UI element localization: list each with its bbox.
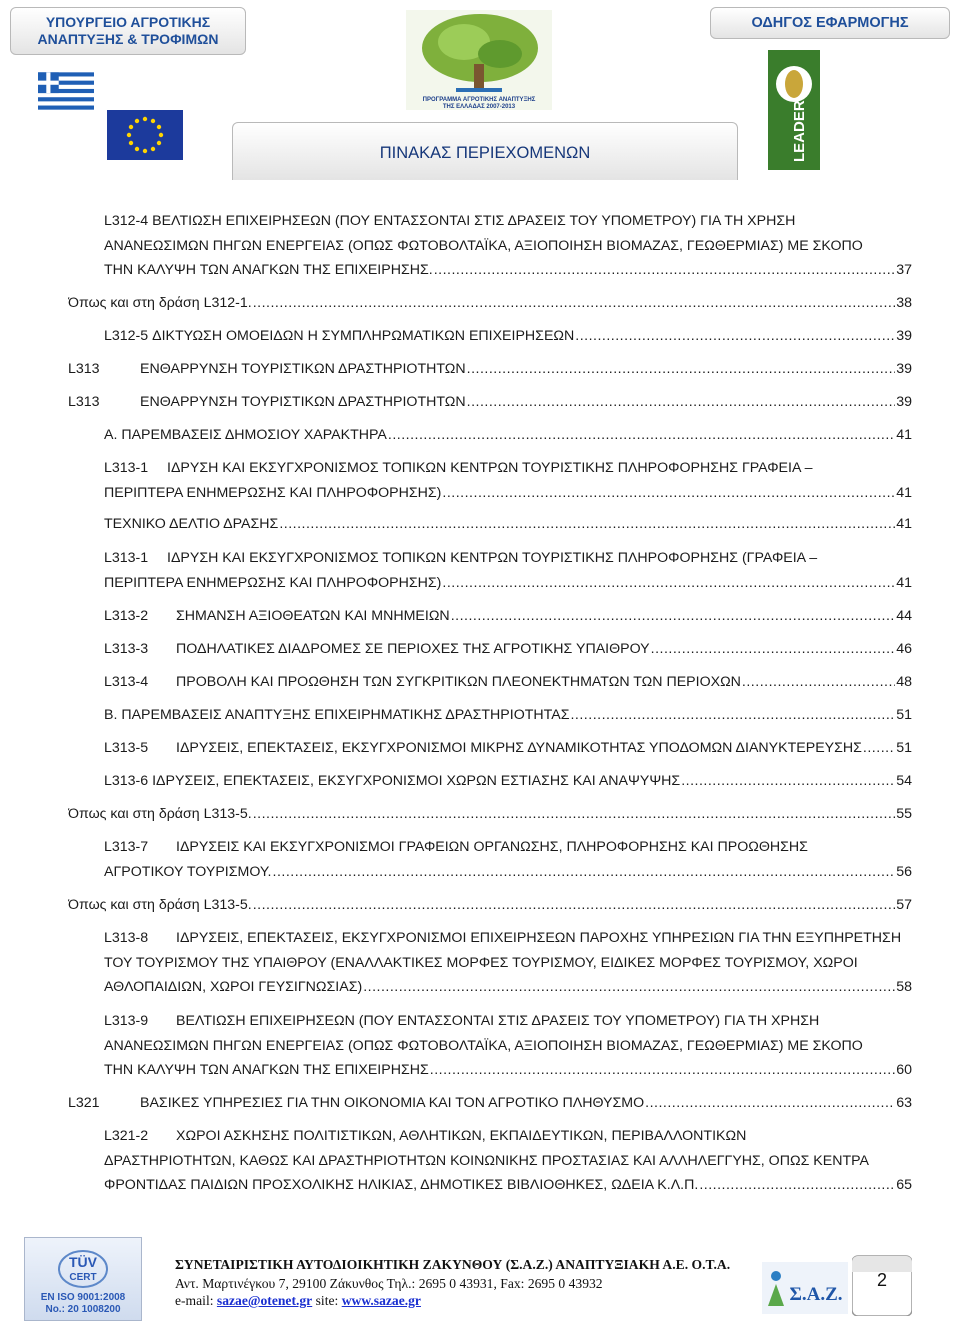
- toc-page-number: 65: [896, 1177, 912, 1194]
- toc-entry-line[interactable]: ΤΟΥ ΤΟΥΡΙΣΜΟΥ ΤΗΣ ΥΠΑΙΘΡΟΥ (ΕΝΑΛΛΑΚΤΙΚΕΣ ΜΟΡΦΕΣ ΤΟΥΡΙΣΜΟΥ, ΕΙΔΙΚΕΣ ΜΟΡΦΕΣ ΤΟΥΡΙΣΜΟΥ, ΧΩΡΟΙ: [104, 954, 858, 971]
- toc-leader-dots: [253, 893, 896, 917]
- tuv-logo-icon: [58, 1246, 108, 1292]
- toc-leader-dots: [451, 604, 896, 628]
- toc-entry-code: L313-9: [104, 1013, 149, 1029]
- toc-entry[interactable]: [176, 637, 912, 661]
- toc-leader-dots: [467, 357, 896, 381]
- tuv-brand-text: TÜV: [69, 1254, 97, 1270]
- toc-page-number: 51: [896, 707, 912, 723]
- toc-entry-title: ΒΑΣΙΚΕΣ ΥΠΗΡΕΣΙΕΣ ΓΙΑ ΤΗΝ ΟΙΚΟΝΟΜΙΑ ΚΑΙ ΤΟΝ ΑΓΡΟΤΙΚΟ ΠΛΗΘΥΣΜΟ: [140, 1095, 645, 1111]
- toc-entry[interactable]: [140, 1091, 912, 1115]
- toc-entry-code: L313-1: [104, 550, 149, 566]
- toc-entry-title: ΤΕΧΝΙΚΟ ΔΕΛΤΙΟ ΔΡΑΣΗΣ: [104, 516, 279, 532]
- toc-entry-title: ΑΘΛΟΠΑΙΔΙΩΝ, ΧΩΡΟΙ ΓΕΥΣΙΓΝΩΣΙΑΣ): [104, 979, 363, 996]
- toc-leader-dots: [430, 1058, 895, 1082]
- toc-entry-title: ΑΓΡΟΤΙΚΟΥ ΤΟΥΡΙΣΜΟΥ.: [104, 863, 272, 880]
- toc-entry-title: ΦΡΟΝΤΙΔΑΣ ΠΑΙΔΙΩΝ ΠΡΟΣΧΟΛΙΚΗΣ ΗΛΙΚΙΑΣ, ΔΗΜΟΤΙΚΕΣ ΒΙΒΛΙΟΘΗΚΕΣ, ΩΔΕΙΑ Κ.Λ.Π.: [104, 1177, 699, 1194]
- toc-entry-code: L313-3: [104, 641, 149, 657]
- page-number: 2: [876, 1270, 887, 1290]
- toc-entry[interactable]: [140, 357, 912, 381]
- toc-page-number: 48: [896, 674, 912, 690]
- toc-entry[interactable]: [104, 423, 912, 447]
- ministry-line-1: ΥΠΟΥΡΓΕΙΟ ΑΓΡΟΤΙΚΗΣ: [45, 14, 211, 30]
- toc-entry-code: L313-8: [104, 930, 149, 946]
- toc-entry[interactable]: [176, 736, 912, 760]
- toc-entry[interactable]: [104, 769, 912, 793]
- company-contact: [175, 1293, 421, 1309]
- toc-entry-line[interactable]: ΙΔΡΥΣΗ ΚΑΙ ΕΚΣΥΓΧΡΟΝΙΣΜΟΣ ΤΟΠΙΚΩΝ ΚΕΝΤΡΩΝ ΤΟΥΡΙΣΤΙΚΗΣ ΠΛΗΡΟΦΟΡΗΣΗΣ (ΓΡΑΦΕΙΑ –: [167, 550, 818, 566]
- toc-entry-code: L313: [68, 361, 100, 377]
- tuv-cert-text: CERT: [69, 1272, 97, 1283]
- toc-entry-code: L313-7: [104, 839, 149, 855]
- toc-entry[interactable]: [104, 258, 912, 282]
- toc-entry[interactable]: [68, 893, 912, 917]
- toc-entry-code: L313-4: [104, 674, 149, 690]
- toc-entry[interactable]: [68, 291, 912, 315]
- toc-entry-code: L321: [68, 1095, 100, 1111]
- toc-page-number: 41: [896, 516, 912, 532]
- toc-leader-dots: [273, 860, 896, 884]
- toc-leader-dots: [645, 1091, 895, 1115]
- guide-label: ΟΔΗΓΟΣ ΕΦΑΡΜΟΓΗΣ: [710, 7, 950, 39]
- svg-text:ΠΡΟΓΡΑΜΜΑ ΑΓΡΟΤΙΚΗΣ ΑΝΑΠΤΥΞΗΣ: ΠΡΟΓΡΑΜΜΑ ΑΓΡΟΤΙΚΗΣ ΑΝΑΠΤΥΞΗΣ: [422, 97, 536, 103]
- toc-entry-title: ΙΔΡΥΣΕΙΣ, ΕΠΕΚΤΑΣΕΙΣ, ΕΚΣΥΓΧΡΟΝΙΣΜΟΙ ΜΙΚΡΗΣ ΔΥΝΑΜΙΚΟΤΗΤΑΣ ΥΠΟΔΟΜΩΝ ΔΙΑΝΥΚΤΕΡΕΥΣΗΣ: [176, 740, 862, 756]
- toc-entry[interactable]: [104, 512, 912, 536]
- toc-entry-line[interactable]: ΔΡΑΣΤΗΡΙΟΤΗΤΩΝ, ΚΑΘΩΣ ΚΑΙ ΔΡΑΣΤΗΡΙΟΤΗΤΩΝ ΚΟΙΝΩΝΙΚΗΣ ΠΡΟΣΤΑΣΙΑΣ ΚΑΙ ΑΛΛΗΛΕΓΓΥΗΣ, ΟΠΩΣ ΚΕΝΤΡΑ: [104, 1152, 869, 1169]
- toc-entry-line[interactable]: ΑΝΑΝΕΩΣΙΜΩΝ ΠΗΓΩΝ ΕΝΕΡΓΕΙΑΣ (ΟΠΩΣ ΦΩΤΟΒΟΛΤΑΪΚΑ, ΑΞΙΟΠΟΙΗΣΗ ΒΙΟΜΑΖΑΣ, ΓΕΩΘΕΡΜΙΑΣ) ΜΕ ΣΚΟΠΟ: [104, 237, 863, 254]
- toc-leader-dots: [651, 637, 896, 661]
- leader-text: LEADER: [791, 100, 808, 162]
- toc-leader-dots: [570, 703, 895, 727]
- toc-entry[interactable]: [104, 481, 912, 505]
- toc-entry-title: Όπως και στη δράση L313-5.: [68, 806, 252, 822]
- toc-entry-line[interactable]: ΧΩΡΟΙ ΑΣΚΗΣΗΣ ΠΟΛΙΤΙΣΤΙΚΩΝ, ΑΘΛΗΤΙΚΩΝ, ΕΚΠΑΙΔΕΥΤΙΚΩΝ, ΠΕΡΙΒΑΛΛΟΝΤΙΚΩΝ: [176, 1128, 747, 1144]
- toc-page-number: 41: [896, 484, 912, 501]
- toc-entry[interactable]: [140, 390, 912, 414]
- toc-entry-title: ΠΡΟΒΟΛΗ ΚΑΙ ΠΡΟΩΘΗΣΗ ΤΩΝ ΣΥΓΚΡΙΤΙΚΩΝ ΠΛΕΟΝΕΚΤΗΜΑΤΩΝ ΤΩΝ ΠΕΡΙΟΧΩΝ: [176, 674, 741, 690]
- toc-page-number: 60: [896, 1062, 912, 1079]
- toc-leader-dots: [681, 769, 895, 793]
- toc-entry-line[interactable]: ΙΔΡΥΣΗ ΚΑΙ ΕΚΣΥΓΧΡΟΝΙΣΜΟΣ ΤΟΠΙΚΩΝ ΚΕΝΤΡΩΝ ΤΟΥΡΙΣΤΙΚΗΣ ΠΛΗΡΟΦΟΡΗΣΗΣ ΓΡΑΦΕΙΑ –: [167, 460, 813, 476]
- toc-entry[interactable]: [104, 1058, 912, 1082]
- toc-entry[interactable]: [176, 670, 912, 694]
- toc-page-number: 41: [896, 427, 912, 443]
- toc-page-number: 41: [896, 574, 912, 591]
- toc-page-number: 58: [896, 979, 912, 996]
- saz-logo: [762, 1262, 848, 1314]
- toc-page-number: 51: [896, 740, 912, 756]
- toc-entry[interactable]: [104, 571, 912, 595]
- toc-entry-title: ΕΝΘΑΡΡΥΝΣΗ ΤΟΥΡΙΣΤΙΚΩΝ ΔΡΑΣΤΗΡΙΟΤΗΤΩΝ: [140, 361, 466, 377]
- toc-page-number: 39: [896, 394, 912, 410]
- iso-standard: EN ISO 9001:2008: [40, 1292, 126, 1303]
- toc-entry-title: ΠΟΔΗΛΑΤΙΚΕΣ ΔΙΑΔΡΟΜΕΣ ΣΕ ΠΕΡΙΟΧΕΣ ΤΗΣ ΑΓΡΟΤΙΚΗΣ ΥΠΑΙΘΡΟΥ: [176, 641, 650, 657]
- toc-leader-dots: [467, 390, 896, 414]
- svg-text:ΤΗΣ ΕΛΛΑΔΑΣ 2007-2013: ΤΗΣ ΕΛΛΑΔΑΣ 2007-2013: [442, 104, 516, 110]
- toc-leader-dots: [279, 512, 895, 536]
- toc-entry-code: L313-1: [104, 460, 149, 476]
- toc-page-number: 39: [896, 328, 912, 344]
- toc-leader-dots: [253, 802, 896, 826]
- toc-entry-line[interactable]: ΙΔΡΥΣΕΙΣ, ΕΠΕΚΤΑΣΕΙΣ, ΕΚΣΥΓΧΡΟΝΙΣΜΟΙ ΕΠΙΧΕΙΡΗΣΕΩΝ ΠΑΡΟΧΗΣ ΥΠΗΡΕΣΙΩΝ ΓΙΑ ΤΗΝ ΕΞΥΠΗΡΕΤΗΣΗ: [176, 930, 902, 946]
- toc-entry-title: ΠΕΡΙΠΤΕΡΑ ΕΝΗΜΕΡΩΣΗΣ ΚΑΙ ΠΛΗΡΟΦΟΡΗΣΗΣ): [104, 574, 442, 591]
- toc-entry-code: L321-2: [104, 1128, 149, 1144]
- saz-logo-text: Σ.Α.Ζ.: [789, 1284, 843, 1305]
- toc-page-number: 55: [896, 806, 912, 822]
- toc-entry-title: Β. ΠΑΡΕΜΒΑΣΕΙΣ ΑΝΑΠΤΥΞΗΣ ΕΠΙΧΕΙΡΗΜΑΤΙΚΗΣ ΔΡΑΣΤΗΡΙΟΤΗΤΑΣ: [104, 707, 570, 723]
- toc-leader-dots: [742, 670, 895, 694]
- site-link[interactable]: www.sazae.gr: [341, 1293, 421, 1308]
- toc-entry[interactable]: [104, 860, 912, 884]
- toc-entry-line[interactable]: L312-4 ΒΕΛΤΙΩΣΗ ΕΠΙΧΕΙΡΗΣΕΩΝ (ΠΟΥ ΕΝΤΑΣΣΟΝΤΑΙ ΣΤΙΣ ΔΡΑΣΕΙΣ ΤΟΥ ΥΠΟΜΕΤΡΟΥ) ΓΙΑ ΤΗ ΧΡΗΣΗ: [104, 213, 796, 229]
- toc-leader-dots: [442, 481, 895, 505]
- toc-page-number: 38: [896, 295, 912, 311]
- toc-entry[interactable]: [104, 975, 912, 999]
- toc-entry-line[interactable]: ΙΔΡΥΣΕΙΣ ΚΑΙ ΕΚΣΥΓΧΡΟΝΙΣΜΟΙ ΓΡΑΦΕΙΩΝ ΟΡΓΑΝΩΣΗΣ, ΠΛΗΡΟΦΟΡΗΣΗΣ ΚΑΙ ΠΡΟΩΘΗΣΗΣ: [176, 839, 808, 855]
- toc-leader-dots: [575, 324, 895, 348]
- toc-page-number: 37: [896, 262, 912, 279]
- toc-entry-title: L312-5 ΔΙΚΤΥΩΣΗ ΟΜΟΕΙΔΩΝ Η ΣΥΜΠΛΗΡΩΜΑΤΙΚΩΝ ΕΠΙΧΕΙΡΗΣΕΩΝ: [104, 328, 575, 344]
- toc-entry-title: ΤΗΝ ΚΑΛΥΨΗ ΤΩΝ ΑΝΑΓΚΩΝ ΤΗΣ ΕΠΙΧΕΙΡΗΣΗΣ.: [104, 262, 433, 279]
- toc-entry[interactable]: [104, 1173, 912, 1197]
- toc-entry-code: L313: [68, 394, 100, 410]
- toc-entry-title: ΕΝΘΑΡΡΥΝΣΗ ΤΟΥΡΙΣΤΙΚΩΝ ΔΡΑΣΤΗΡΙΟΤΗΤΩΝ: [140, 394, 466, 410]
- toc-leader-dots: [699, 1173, 895, 1197]
- toc-page-number: 44: [896, 608, 912, 624]
- toc-leader-dots: [363, 975, 895, 999]
- ministry-line-2: ΑΝΑΠΤΥΞΗΣ & ΤΡΟΦΙΜΩΝ: [37, 31, 219, 47]
- toc-entry-title: L313-6 ΙΔΡΥΣΕΙΣ, ΕΠΕΚΤΑΣΕΙΣ, ΕΚΣΥΓΧΡΟΝΙΣΜΟΙ ΧΩΡΩΝ ΕΣΤΙΑΣΗΣ ΚΑΙ ΑΝΑΨΥΨΗΣ: [104, 773, 681, 789]
- toc-entry-title: Όπως και στη δράση L312-1.: [68, 295, 252, 311]
- toc-leader-dots: [442, 571, 895, 595]
- toc-entry-line[interactable]: ΑΝΑΝΕΩΣΙΜΩΝ ΠΗΓΩΝ ΕΝΕΡΓΕΙΑΣ (ΟΠΩΣ ΦΩΤΟΒΟΛΤΑΪΚΑ, ΑΞΙΟΠΟΙΗΣΗ ΒΙΟΜΑΖΑΣ, ΓΕΩΘΕΡΜΙΑΣ) ΜΕ ΣΚΟΠΟ: [104, 1037, 863, 1054]
- toc-page-number: 46: [896, 641, 912, 657]
- toc-entry-code: L313-2: [104, 608, 149, 624]
- email-link[interactable]: sazae@otenet.gr: [216, 1293, 313, 1308]
- toc-leader-dots: [388, 423, 895, 447]
- toc-entry-title: Όπως και στη δράση L313-5.: [68, 897, 252, 913]
- toc-entry-code: L313-5: [104, 740, 149, 756]
- toc-entry[interactable]: [176, 604, 912, 628]
- toc-leader-dots: [253, 291, 896, 315]
- toc-entry-title: ΣΗΜΑΝΣΗ ΑΞΙΟΘΕΑΤΩΝ ΚΑΙ ΜΝΗΜΕΙΩΝ: [176, 608, 450, 624]
- toc-leader-dots: [863, 736, 895, 760]
- toc-page-number: 63: [896, 1095, 912, 1111]
- toc-entry-line[interactable]: ΒΕΛΤΙΩΣΗ ΕΠΙΧΕΙΡΗΣΕΩΝ (ΠΟΥ ΕΝΤΑΣΣΟΝΤΑΙ ΣΤΙΣ ΔΡΑΣΕΙΣ ΤΟΥ ΥΠΟΜΕΤΡΟΥ) ΓΙΑ ΤΗ ΧΡΗΣΗ: [176, 1013, 820, 1029]
- page-title: ΠΙΝΑΚΑΣ ΠΕΡΙΕΧΟΜΕΝΩΝ: [232, 122, 738, 180]
- tuv-cert-badge: [24, 1237, 142, 1321]
- toc-entry-title: ΠΕΡΙΠΤΕΡΑ ΕΝΗΜΕΡΩΣΗΣ ΚΑΙ ΠΛΗΡΟΦΟΡΗΣΗΣ): [104, 484, 442, 501]
- toc-entry-title: Α. ΠΑΡΕΜΒΑΣΕΙΣ ΔΗΜΟΣΙΟΥ ΧΑΡΑΚΤΗΡΑ: [104, 427, 387, 443]
- toc-page-number: 39: [896, 361, 912, 377]
- toc-entry[interactable]: [68, 802, 912, 826]
- toc-entry[interactable]: [104, 703, 912, 727]
- toc-leader-dots: [434, 258, 896, 282]
- toc-entry[interactable]: [104, 324, 912, 348]
- company-name: ΣΥΝΕΤΑΙΡΙΣΤΙΚΗ ΑΥΤΟΔΙΟΙΚΗΤΙΚΗ ΖΑΚΥΝΘΟΥ (Σ.Α.Ζ.) ΑΝΑΠΤΥΞΙΑΚΗ Α.Ε. Ο.Τ.Α.: [175, 1257, 731, 1272]
- toc-entry-title: ΤΗΝ ΚΑΛΥΨΗ ΤΩΝ ΑΝΑΓΚΩΝ ΤΗΣ ΕΠΙΧΕΙΡΗΣΗΣ: [104, 1062, 429, 1079]
- toc-page-number: 54: [896, 773, 912, 789]
- site-label: site:: [315, 1293, 339, 1308]
- cert-number: No.: 20 1008200: [45, 1304, 121, 1315]
- toc-page-number: 56: [896, 863, 912, 880]
- toc-page-number: 57: [896, 897, 912, 913]
- email-label: e-mail:: [175, 1293, 214, 1308]
- company-address: Αντ. Μαρτινέγκου 7, 29100 Ζάκυνθος Τηλ.: 2695 0 43931, Fax: 2695 0 43932: [175, 1276, 603, 1291]
